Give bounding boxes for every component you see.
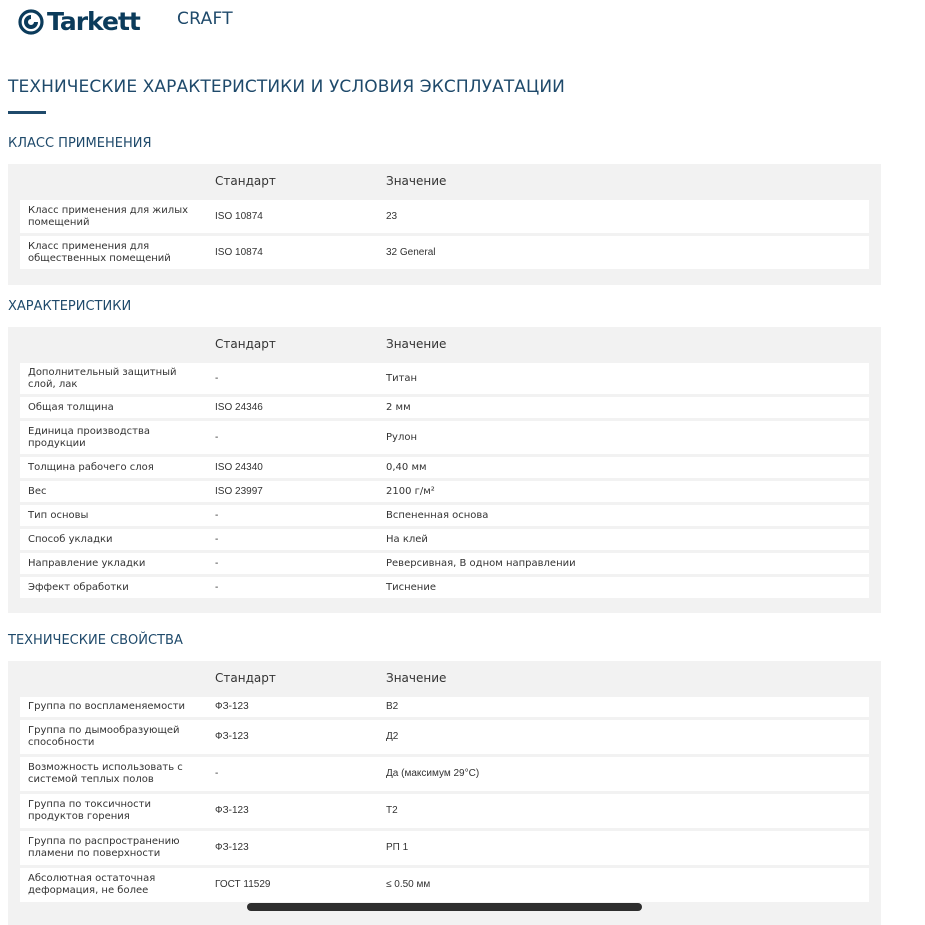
row-standard: - — [215, 509, 219, 521]
row-standard: - — [215, 768, 219, 779]
table-row — [20, 236, 869, 269]
row-name: Абсолютная остаточная деформация, не более — [28, 873, 156, 896]
table-row — [20, 397, 869, 418]
row-standard: ISO 10874 — [215, 210, 263, 222]
column-header-value: Значение — [386, 174, 447, 188]
row-value: На клей — [386, 533, 428, 545]
row-name: Группа по токсичности продуктов горения — [28, 799, 151, 822]
row-value: Вспененная основа — [386, 509, 489, 521]
column-header-standard: Стандарт — [215, 174, 276, 188]
row-name: Направление укладки — [28, 557, 146, 569]
row-name: Дополнительный защитный слой, лак — [28, 366, 177, 390]
row-value: 2100 г/м² — [386, 485, 435, 497]
table-header — [20, 164, 869, 200]
row-standard: ISO 23997 — [215, 485, 263, 497]
row-value: Да (максимум 29°C) — [386, 768, 480, 779]
table-row — [20, 363, 869, 394]
row-standard: - — [215, 533, 219, 545]
row-value: В2 — [386, 701, 399, 712]
table-row — [20, 200, 869, 233]
row-standard: ФЗ-123 — [215, 805, 249, 816]
table-header — [20, 327, 869, 363]
row-value: 23 — [386, 210, 398, 222]
table-header — [20, 661, 869, 697]
section-title-characteristics: ХАРАКТЕРИСТИКИ — [8, 299, 132, 314]
row-value: 0,40 мм — [386, 461, 427, 473]
row-value: ≤ 0.50 мм — [386, 879, 431, 890]
table-row — [20, 553, 869, 574]
row-name: Возможность использовать с системой теплых полов — [28, 762, 183, 785]
column-header-standard: Стандарт — [215, 337, 276, 351]
row-name: Класс применения для жилых помещений — [28, 204, 189, 228]
collection-name: CRAFT — [177, 9, 233, 29]
row-name: Класс применения для общественных помещений — [28, 240, 171, 264]
section-title-application-class: КЛАСС ПРИМЕНЕНИЯ — [8, 136, 152, 151]
table-row — [20, 757, 869, 791]
row-value: 32 General — [386, 246, 436, 258]
brand-logo[interactable] — [18, 6, 140, 38]
column-header-standard: Стандарт — [215, 671, 276, 685]
table-characteristics — [8, 327, 881, 613]
table-row — [20, 697, 869, 717]
row-standard: ФЗ-123 — [215, 731, 249, 742]
row-name: Эффект обработки — [28, 581, 129, 593]
table-row — [20, 794, 869, 828]
row-standard: ISO 10874 — [215, 246, 263, 258]
table-row — [20, 868, 869, 902]
row-value: Реверсивная, В одном направлении — [386, 557, 576, 569]
row-standard: ISO 24340 — [215, 461, 263, 473]
table-technical-properties — [8, 661, 881, 925]
row-name: Толщина рабочего слоя — [28, 461, 154, 473]
row-standard: ФЗ-123 — [215, 842, 249, 853]
row-name: Группа по распространению пламени по поверхности — [28, 836, 180, 859]
table-row — [20, 529, 869, 550]
column-header-value: Значение — [386, 671, 447, 685]
table-row — [20, 457, 869, 478]
row-name: Общая толщина — [28, 401, 114, 413]
column-header-value: Значение — [386, 337, 447, 351]
row-name: Группа по воспламеняемости — [28, 701, 186, 712]
row-value: РП 1 — [386, 842, 409, 853]
row-value: Рулон — [386, 431, 417, 443]
row-standard: ISO 24346 — [215, 401, 263, 413]
table-row — [20, 577, 869, 598]
horizontal-scrollbar[interactable] — [247, 903, 642, 911]
title-underline — [8, 111, 46, 114]
row-value: Титан — [386, 372, 418, 384]
brand-name: Tarkett — [47, 7, 140, 36]
row-value: 2 мм — [386, 401, 411, 413]
row-standard: ФЗ-123 — [215, 701, 249, 712]
row-name: Тип основы — [28, 509, 89, 521]
row-value: Д2 — [386, 731, 399, 742]
header — [18, 6, 418, 40]
row-name: Вес — [28, 485, 47, 497]
table-row — [20, 505, 869, 526]
table-row — [20, 720, 869, 754]
page-title: ТЕХНИЧЕСКИЕ ХАРАКТЕРИСТИКИ И УСЛОВИЯ ЭКСПЛУАТАЦИИ — [8, 77, 565, 97]
table-row — [20, 481, 869, 502]
row-standard: - — [215, 431, 219, 443]
row-value: Тиснение — [386, 581, 436, 593]
table-row — [20, 831, 869, 865]
row-name: Группа по дымообразующей способности — [28, 725, 180, 748]
row-name: Способ укладки — [28, 533, 113, 545]
section-title-technical-properties: ТЕХНИЧЕСКИЕ СВОЙСТВА — [8, 633, 183, 648]
row-standard: ГОСТ 11529 — [215, 879, 271, 890]
row-standard: - — [215, 372, 219, 384]
row-standard: - — [215, 581, 219, 593]
tarkett-logo-icon — [18, 9, 44, 35]
table-row — [20, 421, 869, 454]
table-application-class — [8, 164, 881, 285]
row-standard: - — [215, 557, 219, 569]
row-value: Т2 — [386, 805, 398, 816]
row-name: Единица производства продукции — [28, 425, 150, 449]
